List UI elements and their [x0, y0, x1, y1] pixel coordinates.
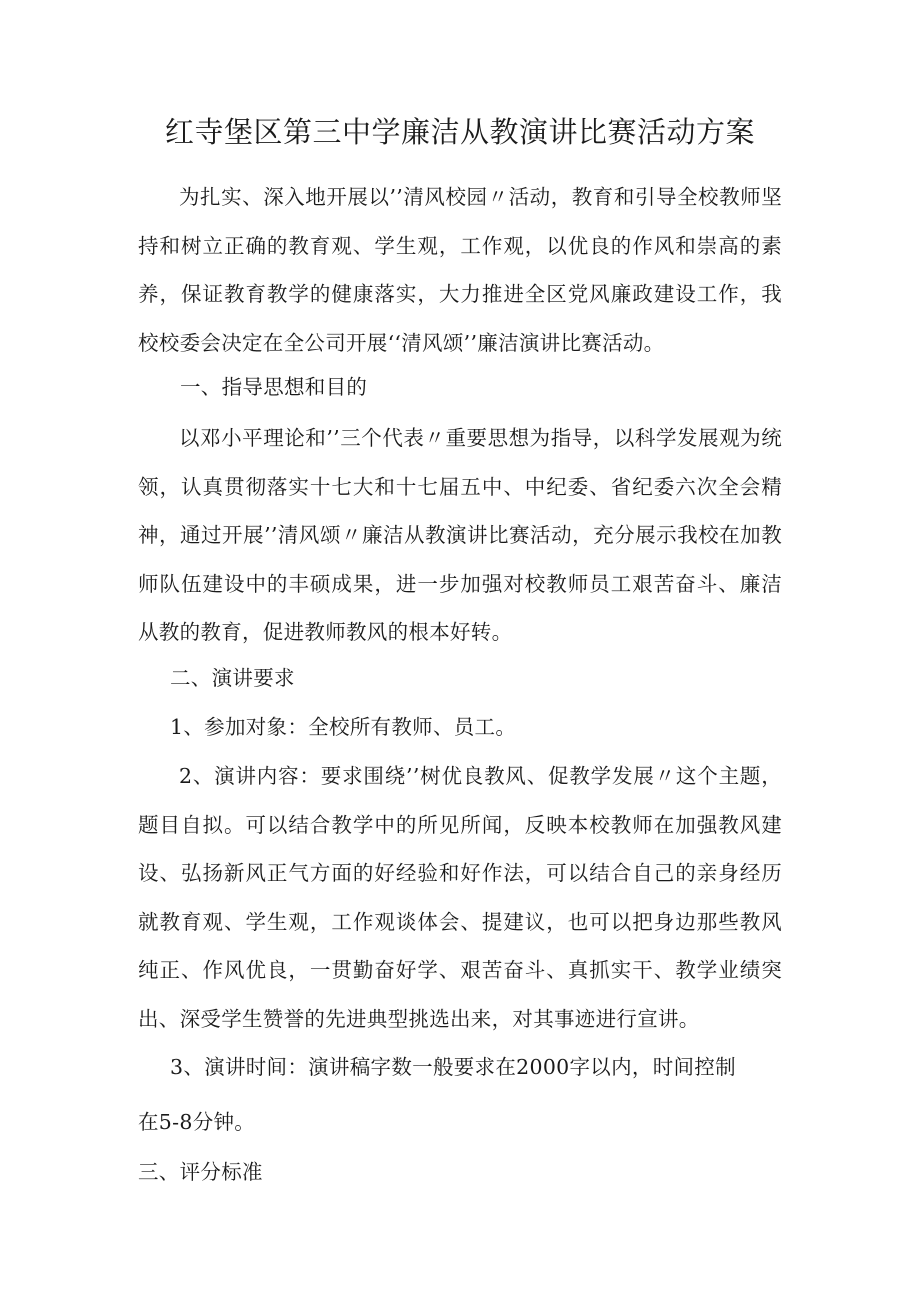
requirement-item-3-line-1: 3、演讲时间：演讲稿字数一般要求在2000字以内，时间控制 — [170, 1055, 736, 1079]
requirement-item-1: 1、参加对象：全校所有教师、员工。 — [170, 715, 517, 739]
intro-paragraph: 为扎实、深入地开展以’’清风校园〃活动，教育和引导全校教师坚持和树立正确的教育观、学生观，工作观，以优良的作风和崇高的素养，保证教育教学的健康落实，大力推进全区党风廉政建设工作，我校校委会决定在全公司开展‘‘清风颂’’廉洁演讲比赛活动。 — [138, 185, 782, 355]
section-3-heading: 三、评分标准 — [138, 1160, 263, 1184]
section-2-heading: 二、演讲要求 — [170, 666, 295, 690]
section-1-body: 以邓小平理论和’’三个代表〃重要思想为指导，以科学发展观为统领，认真贯彻落实十七大和十七届五中、中纪委、省纪委六次全会精神，通过开展’’清风颂〃廉洁从教演讲比赛活动，充分展示我校在加教师队伍建设中的丰硕成果，进一步加强对校教师员工艰苦奋斗、廉洁从教的教育，促进教师教风的根本好转。 — [138, 426, 782, 644]
requirement-item-3-line-2: 在5-8分钟。 — [138, 1110, 256, 1134]
section-1-heading: 一、指导思想和目的 — [180, 375, 368, 399]
requirement-item-2: 2、演讲内容：要求围绕’’树优良教风、促教学发展〃这个主题，题目自拟。可以结合教学中的所见所闻，反映本校教师在加强教风建设、弘扬新风正气方面的好经验和好作法，可以结合自己的亲身经历就教育观、学生观，工作观谈体会、提建议，也可以把身边那些教风纯正、作风优良，一贯勤奋好学、艰苦奋斗、真抓实干、教学业绩突出、深受学生赞誉的先进典型挑选出来，对其事迹进行宣讲。 — [138, 764, 782, 1031]
document-title: 红寺堡区第三中学廉洁从教演讲比赛活动方案 — [164, 115, 755, 149]
